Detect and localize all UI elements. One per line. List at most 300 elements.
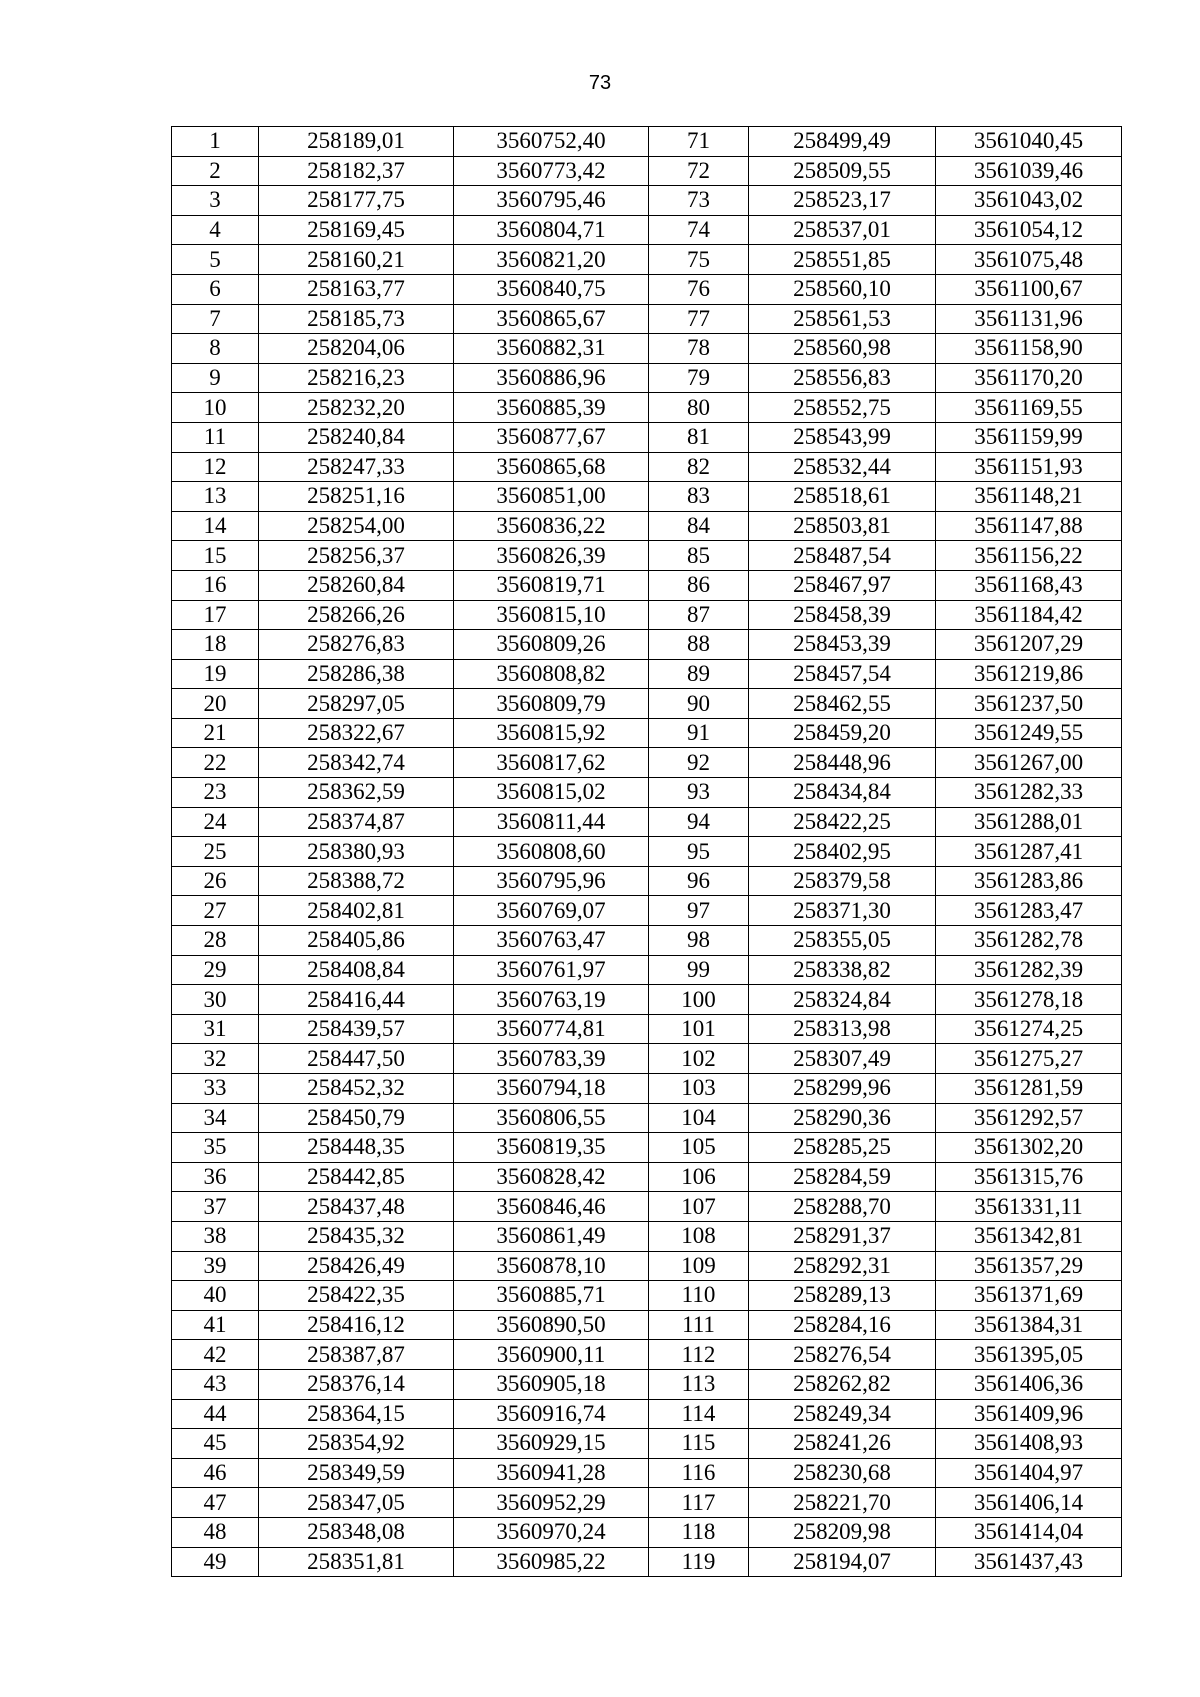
x-coordinate-cell: 258347,05 <box>259 1488 454 1518</box>
table-row <box>172 1281 1122 1311</box>
table-row <box>172 511 1122 541</box>
point-number-cell: 82 <box>649 452 749 482</box>
table-row <box>172 1192 1122 1222</box>
y-coordinate-cell: 3561282,33 <box>936 778 1122 808</box>
table-row <box>172 896 1122 926</box>
table-row <box>172 985 1122 1015</box>
point-number-cell: 18 <box>172 630 259 660</box>
point-number-cell: 10 <box>172 393 259 423</box>
y-coordinate-cell: 3560804,71 <box>454 215 649 245</box>
point-number-cell: 114 <box>649 1399 749 1429</box>
x-coordinate-cell: 258240,84 <box>259 422 454 452</box>
point-number-cell: 108 <box>649 1221 749 1251</box>
y-coordinate-cell: 3560815,02 <box>454 778 649 808</box>
table-row <box>172 689 1122 719</box>
x-coordinate-cell: 258416,44 <box>259 985 454 1015</box>
point-number-cell: 17 <box>172 600 259 630</box>
x-coordinate-cell: 258551,85 <box>749 245 936 275</box>
y-coordinate-cell: 3561237,50 <box>936 689 1122 719</box>
point-number-cell: 89 <box>649 659 749 689</box>
x-coordinate-cell: 258230,68 <box>749 1458 936 1488</box>
point-number-cell: 102 <box>649 1044 749 1074</box>
x-coordinate-cell: 258447,50 <box>259 1044 454 1074</box>
y-coordinate-cell: 3560985,22 <box>454 1547 649 1577</box>
point-number-cell: 12 <box>172 452 259 482</box>
point-number-cell: 86 <box>649 570 749 600</box>
x-coordinate-cell: 258285,25 <box>749 1133 936 1163</box>
point-number-cell: 105 <box>649 1133 749 1163</box>
x-coordinate-cell: 258467,97 <box>749 570 936 600</box>
y-coordinate-cell: 3561292,57 <box>936 1103 1122 1133</box>
point-number-cell: 119 <box>649 1547 749 1577</box>
y-coordinate-cell: 3560836,22 <box>454 511 649 541</box>
x-coordinate-cell: 258380,93 <box>259 837 454 867</box>
y-coordinate-cell: 3560794,18 <box>454 1074 649 1104</box>
point-number-cell: 32 <box>172 1044 259 1074</box>
y-coordinate-cell: 3561404,97 <box>936 1458 1122 1488</box>
table-row <box>172 778 1122 808</box>
point-number-cell: 30 <box>172 985 259 1015</box>
table-row <box>172 1133 1122 1163</box>
point-number-cell: 93 <box>649 778 749 808</box>
point-number-cell: 26 <box>172 866 259 896</box>
y-coordinate-cell: 3560795,46 <box>454 186 649 216</box>
table-row <box>172 1458 1122 1488</box>
point-number-cell: 14 <box>172 511 259 541</box>
point-number-cell: 25 <box>172 837 259 867</box>
point-number-cell: 84 <box>649 511 749 541</box>
x-coordinate-cell: 258169,45 <box>259 215 454 245</box>
x-coordinate-cell: 258163,77 <box>259 274 454 304</box>
point-number-cell: 22 <box>172 748 259 778</box>
x-coordinate-cell: 258437,48 <box>259 1192 454 1222</box>
x-coordinate-cell: 258338,82 <box>749 955 936 985</box>
point-number-cell: 80 <box>649 393 749 423</box>
point-number-cell: 95 <box>649 837 749 867</box>
x-coordinate-cell: 258453,39 <box>749 630 936 660</box>
y-coordinate-cell: 3560811,44 <box>454 807 649 837</box>
table-row <box>172 186 1122 216</box>
point-number-cell: 39 <box>172 1251 259 1281</box>
table-row <box>172 363 1122 393</box>
point-number-cell: 35 <box>172 1133 259 1163</box>
y-coordinate-cell: 3560878,10 <box>454 1251 649 1281</box>
y-coordinate-cell: 3560865,68 <box>454 452 649 482</box>
point-number-cell: 118 <box>649 1517 749 1547</box>
y-coordinate-cell: 3561043,02 <box>936 186 1122 216</box>
x-coordinate-cell: 258408,84 <box>259 955 454 985</box>
x-coordinate-cell: 258402,81 <box>259 896 454 926</box>
point-number-cell: 92 <box>649 748 749 778</box>
x-coordinate-cell: 258402,95 <box>749 837 936 867</box>
point-number-cell: 34 <box>172 1103 259 1133</box>
x-coordinate-cell: 258324,84 <box>749 985 936 1015</box>
y-coordinate-cell: 3561039,46 <box>936 156 1122 186</box>
x-coordinate-cell: 258422,25 <box>749 807 936 837</box>
point-number-cell: 83 <box>649 482 749 512</box>
y-coordinate-cell: 3561147,88 <box>936 511 1122 541</box>
y-coordinate-cell: 3560817,62 <box>454 748 649 778</box>
coordinates-table <box>171 126 1122 1577</box>
point-number-cell: 112 <box>649 1340 749 1370</box>
y-coordinate-cell: 3560783,39 <box>454 1044 649 1074</box>
point-number-cell: 109 <box>649 1251 749 1281</box>
x-coordinate-cell: 258290,36 <box>749 1103 936 1133</box>
table-row <box>172 1074 1122 1104</box>
y-coordinate-cell: 3561169,55 <box>936 393 1122 423</box>
table-row <box>172 1014 1122 1044</box>
y-coordinate-cell: 3561159,99 <box>936 422 1122 452</box>
point-number-cell: 75 <box>649 245 749 275</box>
y-coordinate-cell: 3560851,00 <box>454 482 649 512</box>
point-number-cell: 73 <box>649 186 749 216</box>
x-coordinate-cell: 258292,31 <box>749 1251 936 1281</box>
y-coordinate-cell: 3561408,93 <box>936 1429 1122 1459</box>
table-row <box>172 245 1122 275</box>
point-number-cell: 77 <box>649 304 749 334</box>
y-coordinate-cell: 3561267,00 <box>936 748 1122 778</box>
point-number-cell: 15 <box>172 541 259 571</box>
x-coordinate-cell: 258462,55 <box>749 689 936 719</box>
x-coordinate-cell: 258348,08 <box>259 1517 454 1547</box>
x-coordinate-cell: 258291,37 <box>749 1221 936 1251</box>
y-coordinate-cell: 3561151,93 <box>936 452 1122 482</box>
x-coordinate-cell: 258552,75 <box>749 393 936 423</box>
point-number-cell: 101 <box>649 1014 749 1044</box>
x-coordinate-cell: 258379,58 <box>749 866 936 896</box>
y-coordinate-cell: 3560809,79 <box>454 689 649 719</box>
y-coordinate-cell: 3560890,50 <box>454 1310 649 1340</box>
table-row <box>172 452 1122 482</box>
point-number-cell: 38 <box>172 1221 259 1251</box>
x-coordinate-cell: 258364,15 <box>259 1399 454 1429</box>
y-coordinate-cell: 3560885,71 <box>454 1281 649 1311</box>
table-row <box>172 1517 1122 1547</box>
y-coordinate-cell: 3560916,74 <box>454 1399 649 1429</box>
point-number-cell: 74 <box>649 215 749 245</box>
x-coordinate-cell: 258160,21 <box>259 245 454 275</box>
y-coordinate-cell: 3560826,39 <box>454 541 649 571</box>
y-coordinate-cell: 3561406,36 <box>936 1369 1122 1399</box>
point-number-cell: 116 <box>649 1458 749 1488</box>
x-coordinate-cell: 258276,54 <box>749 1340 936 1370</box>
y-coordinate-cell: 3561331,11 <box>936 1192 1122 1222</box>
x-coordinate-cell: 258532,44 <box>749 452 936 482</box>
x-coordinate-cell: 258560,98 <box>749 334 936 364</box>
x-coordinate-cell: 258448,35 <box>259 1133 454 1163</box>
point-number-cell: 117 <box>649 1488 749 1518</box>
y-coordinate-cell: 3561131,96 <box>936 304 1122 334</box>
x-coordinate-cell: 258354,92 <box>259 1429 454 1459</box>
point-number-cell: 8 <box>172 334 259 364</box>
point-number-cell: 47 <box>172 1488 259 1518</box>
x-coordinate-cell: 258185,73 <box>259 304 454 334</box>
x-coordinate-cell: 258284,16 <box>749 1310 936 1340</box>
y-coordinate-cell: 3560877,67 <box>454 422 649 452</box>
x-coordinate-cell: 258286,38 <box>259 659 454 689</box>
y-coordinate-cell: 3560828,42 <box>454 1162 649 1192</box>
table-row <box>172 304 1122 334</box>
point-number-cell: 40 <box>172 1281 259 1311</box>
point-number-cell: 31 <box>172 1014 259 1044</box>
point-number-cell: 41 <box>172 1310 259 1340</box>
x-coordinate-cell: 258297,05 <box>259 689 454 719</box>
x-coordinate-cell: 258204,06 <box>259 334 454 364</box>
table-row <box>172 482 1122 512</box>
y-coordinate-cell: 3561302,20 <box>936 1133 1122 1163</box>
y-coordinate-cell: 3560821,20 <box>454 245 649 275</box>
x-coordinate-cell: 258284,59 <box>749 1162 936 1192</box>
x-coordinate-cell: 258416,12 <box>259 1310 454 1340</box>
table-row <box>172 600 1122 630</box>
point-number-cell: 3 <box>172 186 259 216</box>
coordinates-table-body <box>172 127 1122 1577</box>
point-number-cell: 113 <box>649 1369 749 1399</box>
y-coordinate-cell: 3560815,92 <box>454 718 649 748</box>
point-number-cell: 107 <box>649 1192 749 1222</box>
y-coordinate-cell: 3560882,31 <box>454 334 649 364</box>
point-number-cell: 44 <box>172 1399 259 1429</box>
point-number-cell: 100 <box>649 985 749 1015</box>
x-coordinate-cell: 258288,70 <box>749 1192 936 1222</box>
y-coordinate-cell: 3561371,69 <box>936 1281 1122 1311</box>
point-number-cell: 103 <box>649 1074 749 1104</box>
x-coordinate-cell: 258376,14 <box>259 1369 454 1399</box>
table-row <box>172 955 1122 985</box>
x-coordinate-cell: 258249,34 <box>749 1399 936 1429</box>
y-coordinate-cell: 3560808,82 <box>454 659 649 689</box>
y-coordinate-cell: 3561148,21 <box>936 482 1122 512</box>
x-coordinate-cell: 258509,55 <box>749 156 936 186</box>
y-coordinate-cell: 3560763,19 <box>454 985 649 1015</box>
y-coordinate-cell: 3560905,18 <box>454 1369 649 1399</box>
x-coordinate-cell: 258537,01 <box>749 215 936 245</box>
point-number-cell: 72 <box>649 156 749 186</box>
y-coordinate-cell: 3560761,97 <box>454 955 649 985</box>
point-number-cell: 13 <box>172 482 259 512</box>
point-number-cell: 20 <box>172 689 259 719</box>
table-row <box>172 659 1122 689</box>
y-coordinate-cell: 3560840,75 <box>454 274 649 304</box>
y-coordinate-cell: 3561156,22 <box>936 541 1122 571</box>
table-row <box>172 748 1122 778</box>
x-coordinate-cell: 258448,96 <box>749 748 936 778</box>
point-number-cell: 9 <box>172 363 259 393</box>
table-row <box>172 1103 1122 1133</box>
y-coordinate-cell: 3561275,27 <box>936 1044 1122 1074</box>
x-coordinate-cell: 258561,53 <box>749 304 936 334</box>
point-number-cell: 96 <box>649 866 749 896</box>
y-coordinate-cell: 3561184,42 <box>936 600 1122 630</box>
y-coordinate-cell: 3561315,76 <box>936 1162 1122 1192</box>
table-row <box>172 570 1122 600</box>
y-coordinate-cell: 3560885,39 <box>454 393 649 423</box>
y-coordinate-cell: 3561395,05 <box>936 1340 1122 1370</box>
x-coordinate-cell: 258260,84 <box>259 570 454 600</box>
x-coordinate-cell: 258459,20 <box>749 718 936 748</box>
y-coordinate-cell: 3561342,81 <box>936 1221 1122 1251</box>
y-coordinate-cell: 3560752,40 <box>454 127 649 157</box>
x-coordinate-cell: 258450,79 <box>259 1103 454 1133</box>
point-number-cell: 33 <box>172 1074 259 1104</box>
y-coordinate-cell: 3561158,90 <box>936 334 1122 364</box>
y-coordinate-cell: 3560861,49 <box>454 1221 649 1251</box>
point-number-cell: 71 <box>649 127 749 157</box>
y-coordinate-cell: 3560952,29 <box>454 1488 649 1518</box>
point-number-cell: 42 <box>172 1340 259 1370</box>
y-coordinate-cell: 3560941,28 <box>454 1458 649 1488</box>
point-number-cell: 106 <box>649 1162 749 1192</box>
y-coordinate-cell: 3561278,18 <box>936 985 1122 1015</box>
x-coordinate-cell: 258313,98 <box>749 1014 936 1044</box>
x-coordinate-cell: 258452,32 <box>259 1074 454 1104</box>
y-coordinate-cell: 3561406,14 <box>936 1488 1122 1518</box>
point-number-cell: 45 <box>172 1429 259 1459</box>
x-coordinate-cell: 258442,85 <box>259 1162 454 1192</box>
x-coordinate-cell: 258232,20 <box>259 393 454 423</box>
table-row <box>172 215 1122 245</box>
point-number-cell: 23 <box>172 778 259 808</box>
point-number-cell: 46 <box>172 1458 259 1488</box>
x-coordinate-cell: 258435,32 <box>259 1221 454 1251</box>
y-coordinate-cell: 3561168,43 <box>936 570 1122 600</box>
x-coordinate-cell: 258247,33 <box>259 452 454 482</box>
x-coordinate-cell: 258351,81 <box>259 1547 454 1577</box>
point-number-cell: 43 <box>172 1369 259 1399</box>
y-coordinate-cell: 3561170,20 <box>936 363 1122 393</box>
table-row <box>172 1399 1122 1429</box>
x-coordinate-cell: 258251,16 <box>259 482 454 512</box>
point-number-cell: 21 <box>172 718 259 748</box>
y-coordinate-cell: 3561054,12 <box>936 215 1122 245</box>
y-coordinate-cell: 3560900,11 <box>454 1340 649 1370</box>
y-coordinate-cell: 3560773,42 <box>454 156 649 186</box>
x-coordinate-cell: 258405,86 <box>259 926 454 956</box>
x-coordinate-cell: 258560,10 <box>749 274 936 304</box>
y-coordinate-cell: 3560774,81 <box>454 1014 649 1044</box>
x-coordinate-cell: 258458,39 <box>749 600 936 630</box>
y-coordinate-cell: 3561384,31 <box>936 1310 1122 1340</box>
y-coordinate-cell: 3561283,47 <box>936 896 1122 926</box>
point-number-cell: 48 <box>172 1517 259 1547</box>
point-number-cell: 5 <box>172 245 259 275</box>
y-coordinate-cell: 3561282,39 <box>936 955 1122 985</box>
x-coordinate-cell: 258362,59 <box>259 778 454 808</box>
table-row <box>172 1044 1122 1074</box>
table-row <box>172 1488 1122 1518</box>
x-coordinate-cell: 258209,98 <box>749 1517 936 1547</box>
table-row <box>172 422 1122 452</box>
point-number-cell: 81 <box>649 422 749 452</box>
y-coordinate-cell: 3561249,55 <box>936 718 1122 748</box>
point-number-cell: 94 <box>649 807 749 837</box>
y-coordinate-cell: 3561409,96 <box>936 1399 1122 1429</box>
point-number-cell: 79 <box>649 363 749 393</box>
point-number-cell: 88 <box>649 630 749 660</box>
y-coordinate-cell: 3561283,86 <box>936 866 1122 896</box>
y-coordinate-cell: 3560819,35 <box>454 1133 649 1163</box>
table-row <box>172 1251 1122 1281</box>
point-number-cell: 37 <box>172 1192 259 1222</box>
point-number-cell: 16 <box>172 570 259 600</box>
point-number-cell: 1 <box>172 127 259 157</box>
x-coordinate-cell: 258374,87 <box>259 807 454 837</box>
point-number-cell: 90 <box>649 689 749 719</box>
y-coordinate-cell: 3560806,55 <box>454 1103 649 1133</box>
point-number-cell: 11 <box>172 422 259 452</box>
page-number: 73 <box>588 72 612 94</box>
y-coordinate-cell: 3561281,59 <box>936 1074 1122 1104</box>
table-row <box>172 807 1122 837</box>
table-row <box>172 718 1122 748</box>
table-row <box>172 1547 1122 1577</box>
x-coordinate-cell: 258342,74 <box>259 748 454 778</box>
table-row <box>172 837 1122 867</box>
table-row <box>172 630 1122 660</box>
point-number-cell: 49 <box>172 1547 259 1577</box>
table-row <box>172 156 1122 186</box>
y-coordinate-cell: 3561219,86 <box>936 659 1122 689</box>
y-coordinate-cell: 3561288,01 <box>936 807 1122 837</box>
y-coordinate-cell: 3560763,47 <box>454 926 649 956</box>
point-number-cell: 27 <box>172 896 259 926</box>
y-coordinate-cell: 3561437,43 <box>936 1547 1122 1577</box>
y-coordinate-cell: 3560929,15 <box>454 1429 649 1459</box>
x-coordinate-cell: 258487,54 <box>749 541 936 571</box>
x-coordinate-cell: 258457,54 <box>749 659 936 689</box>
y-coordinate-cell: 3561274,25 <box>936 1014 1122 1044</box>
x-coordinate-cell: 258518,61 <box>749 482 936 512</box>
y-coordinate-cell: 3561100,67 <box>936 274 1122 304</box>
table-row <box>172 1162 1122 1192</box>
y-coordinate-cell: 3560819,71 <box>454 570 649 600</box>
x-coordinate-cell: 258177,75 <box>259 186 454 216</box>
point-number-cell: 28 <box>172 926 259 956</box>
x-coordinate-cell: 258349,59 <box>259 1458 454 1488</box>
point-number-cell: 7 <box>172 304 259 334</box>
x-coordinate-cell: 258182,37 <box>259 156 454 186</box>
y-coordinate-cell: 3561075,48 <box>936 245 1122 275</box>
x-coordinate-cell: 258439,57 <box>259 1014 454 1044</box>
x-coordinate-cell: 258355,05 <box>749 926 936 956</box>
point-number-cell: 98 <box>649 926 749 956</box>
y-coordinate-cell: 3561282,78 <box>936 926 1122 956</box>
point-number-cell: 2 <box>172 156 259 186</box>
table-row <box>172 866 1122 896</box>
x-coordinate-cell: 258276,83 <box>259 630 454 660</box>
table-row <box>172 1340 1122 1370</box>
x-coordinate-cell: 258422,35 <box>259 1281 454 1311</box>
x-coordinate-cell: 258189,01 <box>259 127 454 157</box>
table-row <box>172 1429 1122 1459</box>
point-number-cell: 36 <box>172 1162 259 1192</box>
x-coordinate-cell: 258426,49 <box>259 1251 454 1281</box>
table-row <box>172 127 1122 157</box>
x-coordinate-cell: 258556,83 <box>749 363 936 393</box>
x-coordinate-cell: 258371,30 <box>749 896 936 926</box>
y-coordinate-cell: 3561357,29 <box>936 1251 1122 1281</box>
y-coordinate-cell: 3560815,10 <box>454 600 649 630</box>
x-coordinate-cell: 258307,49 <box>749 1044 936 1074</box>
x-coordinate-cell: 258241,26 <box>749 1429 936 1459</box>
point-number-cell: 115 <box>649 1429 749 1459</box>
x-coordinate-cell: 258322,67 <box>259 718 454 748</box>
point-number-cell: 99 <box>649 955 749 985</box>
x-coordinate-cell: 258194,07 <box>749 1547 936 1577</box>
y-coordinate-cell: 3560808,60 <box>454 837 649 867</box>
point-number-cell: 91 <box>649 718 749 748</box>
point-number-cell: 29 <box>172 955 259 985</box>
